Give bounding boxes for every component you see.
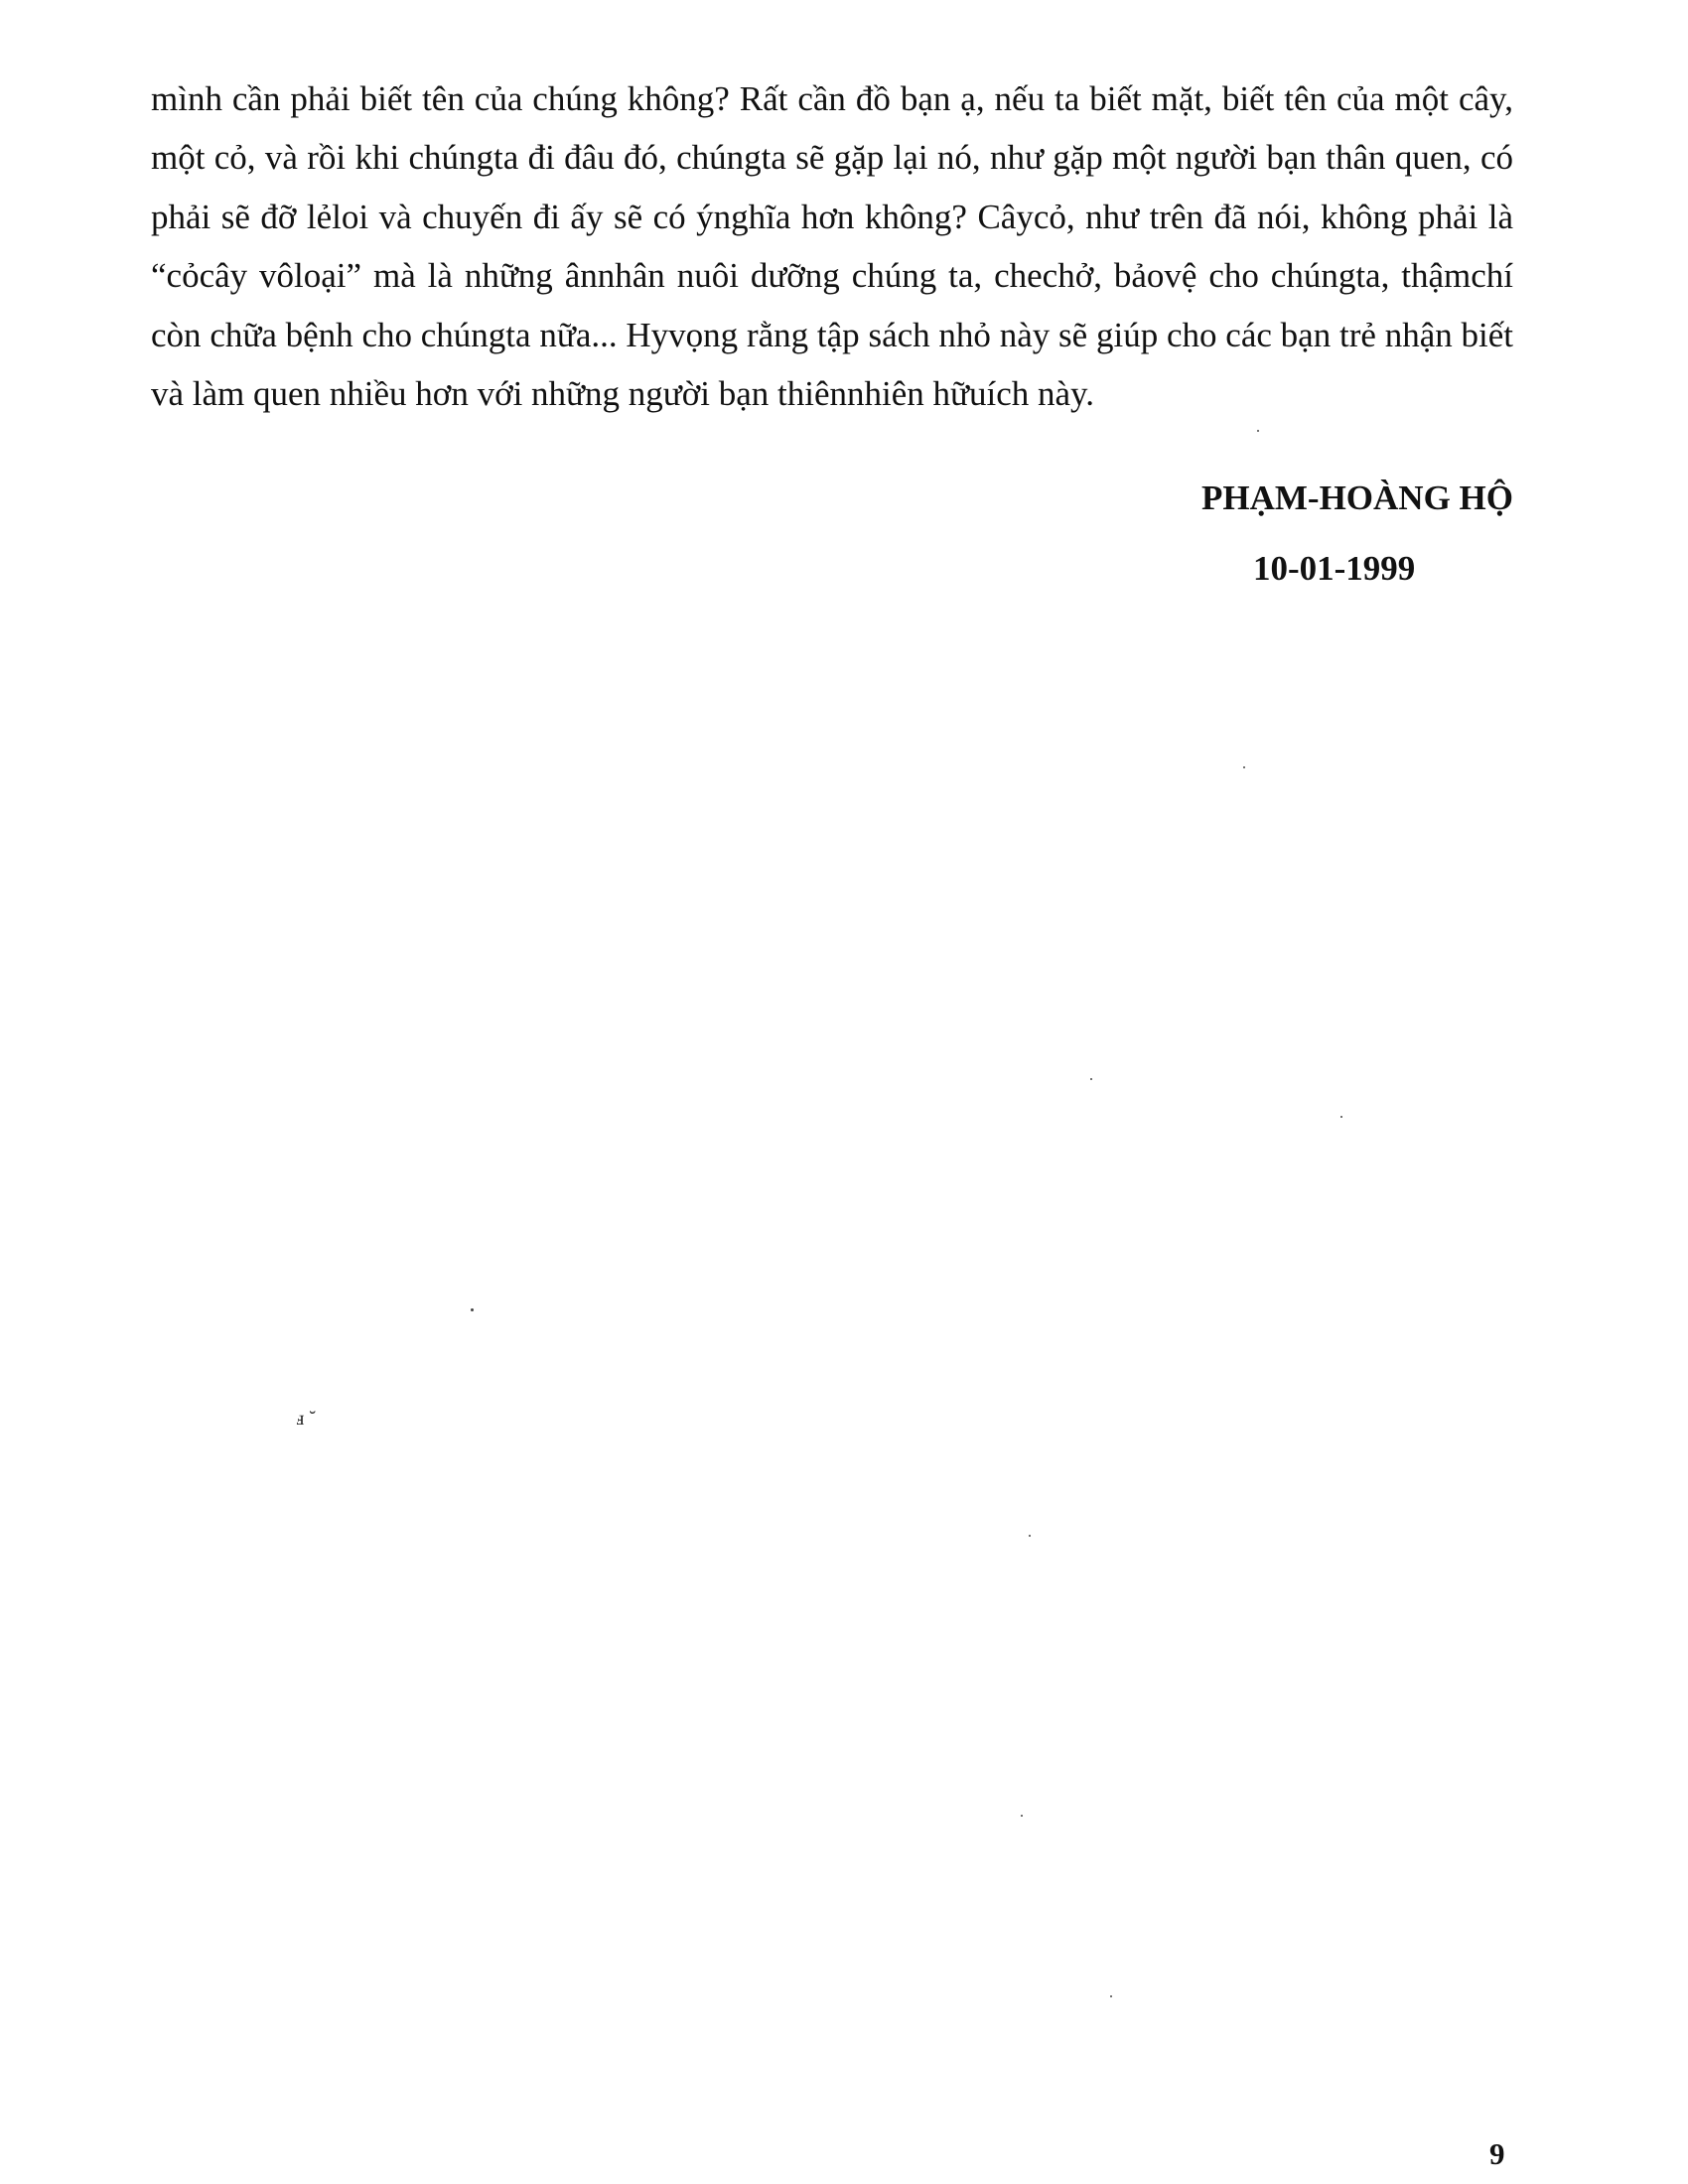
scan-speck (1021, 1815, 1023, 1817)
page-number: 9 (1489, 2136, 1505, 2171)
scan-speck (1110, 1995, 1112, 1997)
scan-speck (1340, 1116, 1342, 1118)
scan-speck (1257, 430, 1259, 432)
author-signature: PHẠM-HOÀNG HỘ (1201, 478, 1513, 517)
scan-speck (1029, 1535, 1031, 1537)
scan-speck (1090, 1078, 1092, 1080)
scan-mark: ⅎ ˘ (296, 1408, 316, 1430)
scan-speck (471, 1308, 474, 1311)
scan-speck (1243, 766, 1245, 768)
signature-date: 10-01-1999 (1253, 549, 1416, 588)
body-paragraph: mình cần phải biết tên của chúng không? Rất cần đồ bạn ạ, nếu ta biết mặt, biết tên của một cây, một cỏ, và rồi khi chúngta đi đâu đó, chúngta sẽ gặp lại nó, như gặp một người bạn thân quen, có phải sẽ đỡ lẻloi và chuyến đi ấy sẽ có ýnghĩa hơn không? Câycỏ, như trên đã nói, không phải là “cỏcây vôloại” mà là những ânnhân nuôi dưỡng chúng ta, chechở, bảovệ cho chúngta, thậmchí còn chữa bệnh cho chúngta nữa... Hyvọng rằng tập sách nhỏ này sẽ giúp cho các bạn trẻ nhận biết và làm quen nhiều hơn với những người bạn thiênnhiên hữuích này. (151, 79, 1513, 414)
